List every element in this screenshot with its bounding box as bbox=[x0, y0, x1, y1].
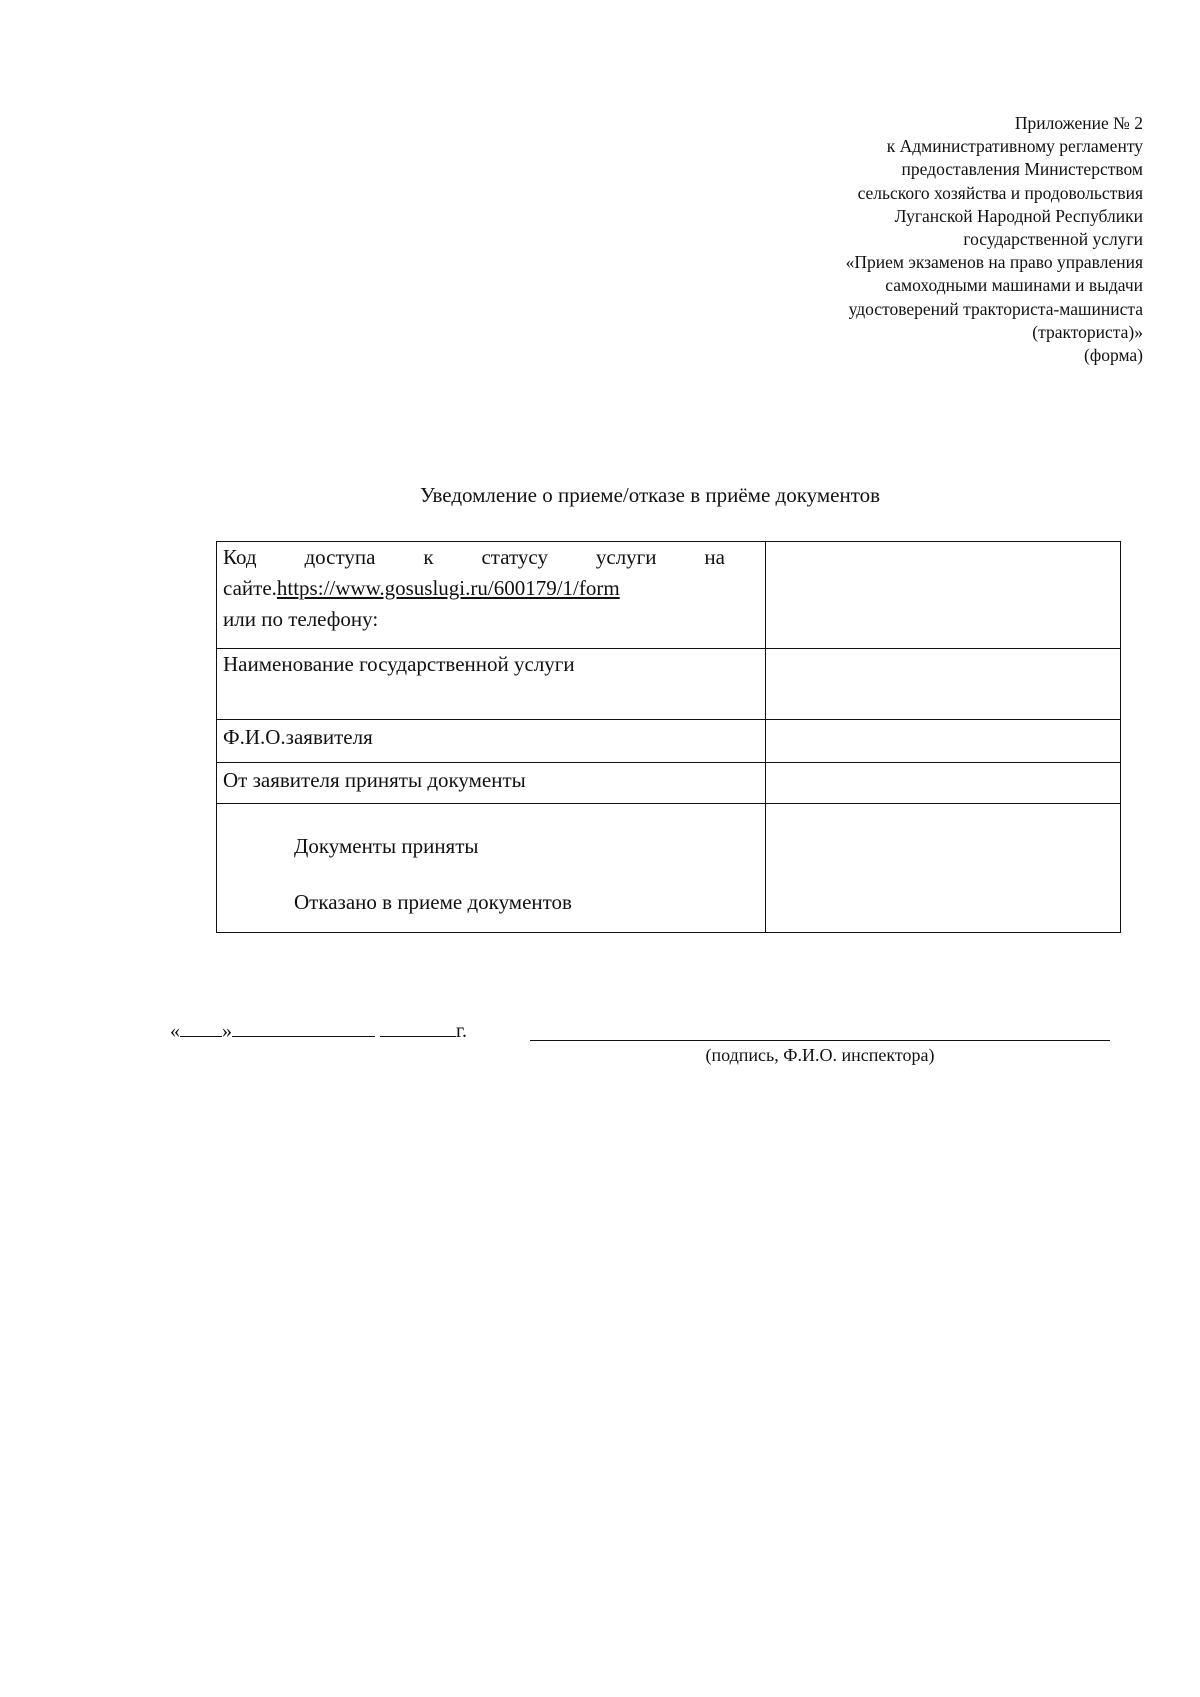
service-name-value-cell[interactable] bbox=[766, 649, 1121, 720]
signature-line[interactable] bbox=[530, 1040, 1110, 1041]
applicant-value-cell[interactable] bbox=[766, 720, 1121, 763]
appendix-line: (тракториста)» bbox=[1032, 321, 1143, 342]
appendix-line: предоставления Министерством bbox=[901, 159, 1143, 180]
document-title: Уведомление о приеме/отказе в приёме документов bbox=[419, 483, 881, 507]
date-month-blank[interactable] bbox=[232, 1018, 375, 1037]
table-row-service-name bbox=[217, 649, 1121, 720]
received-label-cell bbox=[217, 763, 766, 804]
received-value-cell[interactable] bbox=[766, 763, 1121, 804]
status-option-accepted: Документы приняты bbox=[294, 834, 479, 858]
table-row-received-documents bbox=[217, 763, 1121, 804]
appendix-header bbox=[683, 112, 1143, 367]
table-row-access-code bbox=[217, 542, 1121, 649]
open-quote: « bbox=[170, 1020, 180, 1042]
applicant-label-cell bbox=[217, 720, 766, 763]
appendix-line: удостоверений тракториста-машиниста bbox=[848, 298, 1143, 319]
access-code-site-line bbox=[223, 573, 725, 604]
appendix-line: «Прием экзаменов на право управления bbox=[845, 252, 1143, 273]
date-day-blank[interactable] bbox=[180, 1018, 222, 1037]
access-code-phone-line: или по телефону: bbox=[223, 607, 379, 631]
appendix-line: (форма) bbox=[1084, 345, 1143, 366]
close-quote: » bbox=[222, 1020, 232, 1042]
table-row-applicant bbox=[217, 720, 1121, 763]
appendix-line: Луганской Народной Республики bbox=[894, 205, 1143, 226]
date-year-blank[interactable] bbox=[380, 1018, 456, 1037]
table-row-status bbox=[217, 804, 1121, 933]
status-options-cell bbox=[217, 804, 766, 933]
access-code-site-prefix: сайте. bbox=[223, 576, 277, 600]
signature-caption: (подпись, Ф.И.О. инспектора) bbox=[705, 1045, 935, 1065]
year-suffix: г. bbox=[456, 1020, 467, 1042]
access-code-value-cell[interactable] bbox=[766, 542, 1121, 649]
appendix-line: Приложение № 2 bbox=[1014, 113, 1143, 133]
service-name-label-cell bbox=[217, 649, 766, 720]
gosuslugi-link[interactable]: https://www.gosuslugi.ru/600179/1/form bbox=[276, 576, 620, 600]
access-code-label-cell bbox=[217, 542, 766, 649]
appendix-line: государственной услуги bbox=[963, 229, 1143, 250]
appendix-line: сельского хозяйства и продовольствия bbox=[857, 182, 1143, 203]
appendix-line: самоходными машинами и выдачи bbox=[885, 275, 1143, 296]
appendix-line: к Административному регламенту bbox=[886, 136, 1143, 157]
date-field bbox=[170, 1018, 467, 1044]
status-value-cell[interactable] bbox=[766, 804, 1121, 933]
received-documents-label: От заявителя приняты документы bbox=[223, 768, 526, 792]
notification-table bbox=[216, 541, 1121, 933]
access-code-line: Код доступа к статусу услуги на bbox=[223, 545, 725, 569]
status-option-rejected: Отказано в приеме документов bbox=[294, 890, 572, 914]
applicant-label: Ф.И.О.заявителя bbox=[223, 725, 373, 749]
service-name-label: Наименование государственной услуги bbox=[223, 652, 575, 676]
